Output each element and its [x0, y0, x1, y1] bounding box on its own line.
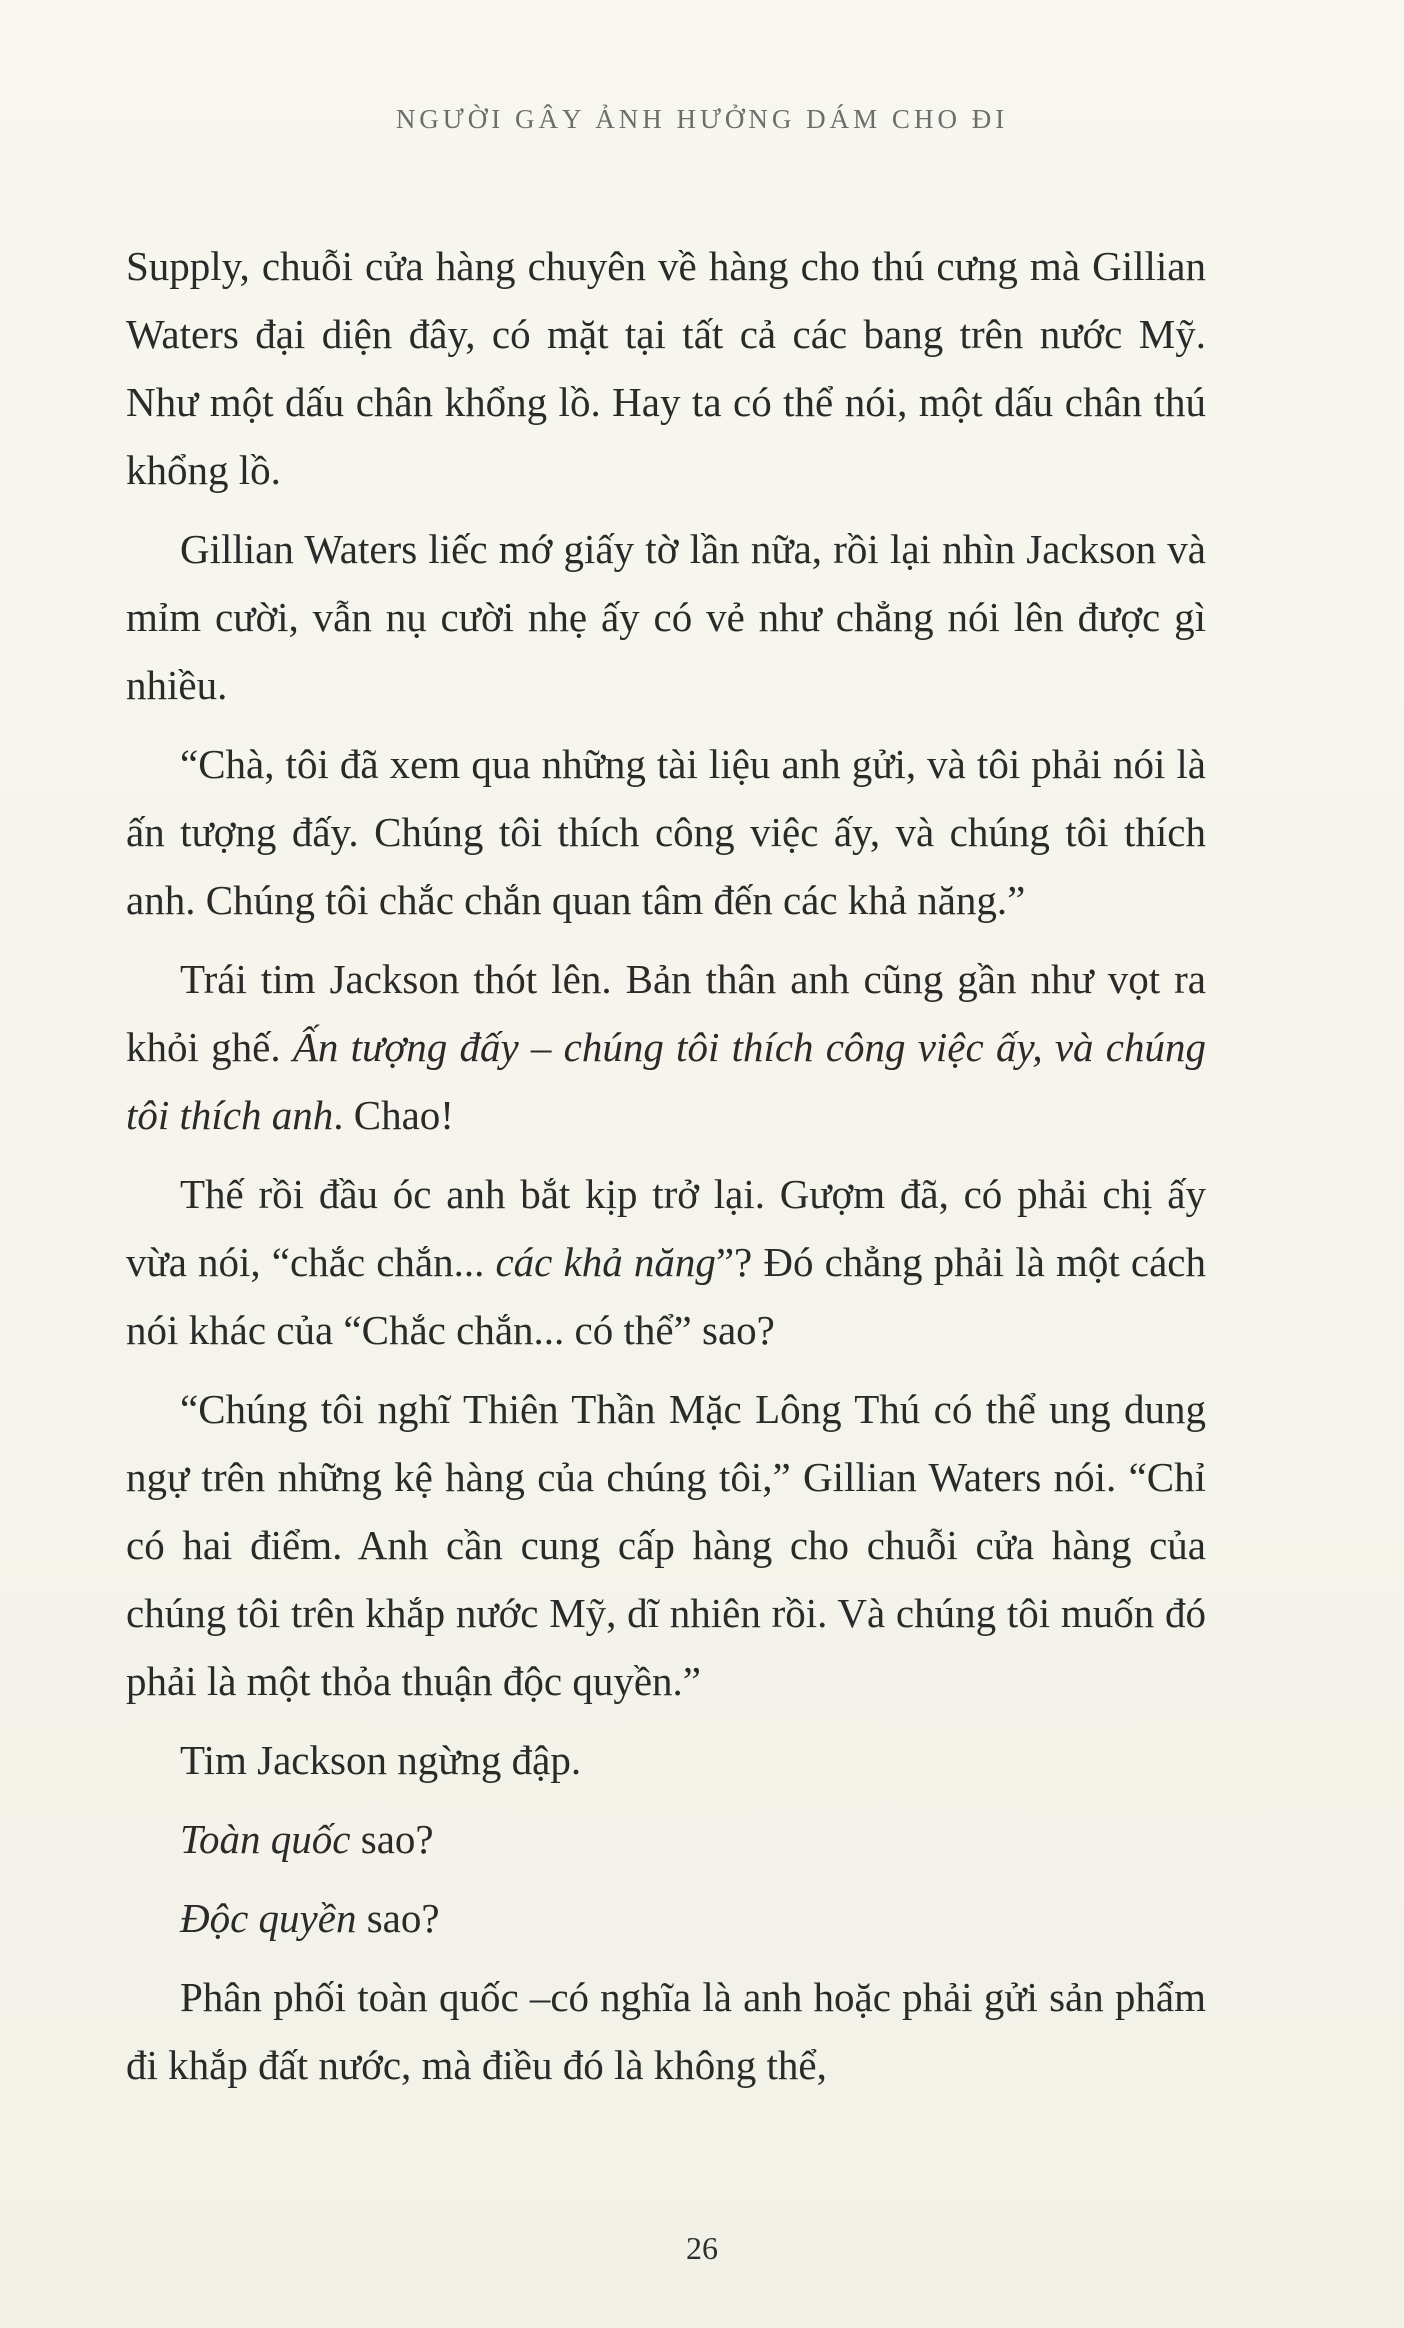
paragraph-5 — [126, 1160, 1206, 1364]
paragraph-6: “Chúng tôi nghĩ Thiên Thần Mặc Lông Thú có thể ung dung ngự trên những kệ hàng của chúng tôi,” Gillian Waters nói. “Chỉ có hai điểm. Anh cần cung cấp hàng cho chuỗi cửa hàng của chúng tôi trên khắp nước Mỹ, dĩ nhiên rồi. Và chúng tôi muốn đó phải là một thỏa thuận độc quyền.” — [126, 1386, 1206, 1704]
body-text — [126, 232, 1206, 2110]
paragraph-5-emphasis: các khả năng — [495, 1239, 716, 1285]
paragraph-8 — [126, 1805, 1206, 1873]
paragraph-8-emphasis: Toàn quốc — [180, 1816, 351, 1862]
page-number: 26 — [686, 2230, 718, 2266]
paragraph-9-emphasis: Độc quyền — [180, 1895, 357, 1941]
paragraph-4-tail: . Chao! — [333, 1092, 454, 1138]
paragraph-9 — [126, 1884, 1206, 1952]
paragraph-4-text: Trái tim Jackson thót lên. Bản thân anh cũng gần như vọt ra khỏi ghế. — [126, 956, 1206, 1070]
paragraph-7: Tim Jackson ngừng đập. — [180, 1737, 582, 1783]
paragraph-5-tail: ”? Đó chẳng phải là một cách nói khác của “Chắc chắn... có thể” sao? — [126, 1239, 1207, 1353]
paragraph-2: Gillian Waters liếc mớ giấy tờ lần nữa, rồi lại nhìn Jackson và mỉm cười, vẫn nụ cười nhẹ ấy có vẻ như chẳng nói lên được gì nhiều. — [126, 526, 1206, 708]
paragraph-4-emphasis: Ấn tượng đấy – chúng tôi thích công việc ấy, và chúng tôi thích anh — [126, 1024, 1206, 1138]
paragraph-3: “Chà, tôi đã xem qua những tài liệu anh gửi, và tôi phải nói là ấn tượng đấy. Chúng tôi thích công việc ấy, và chúng tôi thích anh. Chúng tôi chắc chắn quan tâm đến các khả năng.” — [126, 741, 1206, 923]
paragraph-1: Supply, chuỗi cửa hàng chuyên về hàng cho thú cưng mà Gillian Waters đại diện đây, có mặt tại tất cả các bang trên nước Mỹ. Như một dấu chân khổng lồ. Hay ta có thể nói, một dấu chân thú khổng lồ. — [126, 243, 1206, 493]
paragraph-9-tail: sao? — [356, 1895, 440, 1941]
paragraph-4 — [126, 945, 1206, 1149]
running-head: NGƯỜI GÂY ẢNH HƯỞNG DÁM CHO ĐI — [395, 104, 1009, 134]
paragraph-8-tail: sao? — [350, 1816, 434, 1862]
paragraph-5-text: Thế rồi đầu óc anh bắt kịp trở lại. Gượm đã, có phải chị ấy vừa nói, “chắc chắn... — [126, 1171, 1206, 1285]
paragraph-10: Phân phối toàn quốc –có nghĩa là anh hoặc phải gửi sản phẩm đi khắp đất nước, mà điều đó là không thể, — [126, 1974, 1206, 2088]
